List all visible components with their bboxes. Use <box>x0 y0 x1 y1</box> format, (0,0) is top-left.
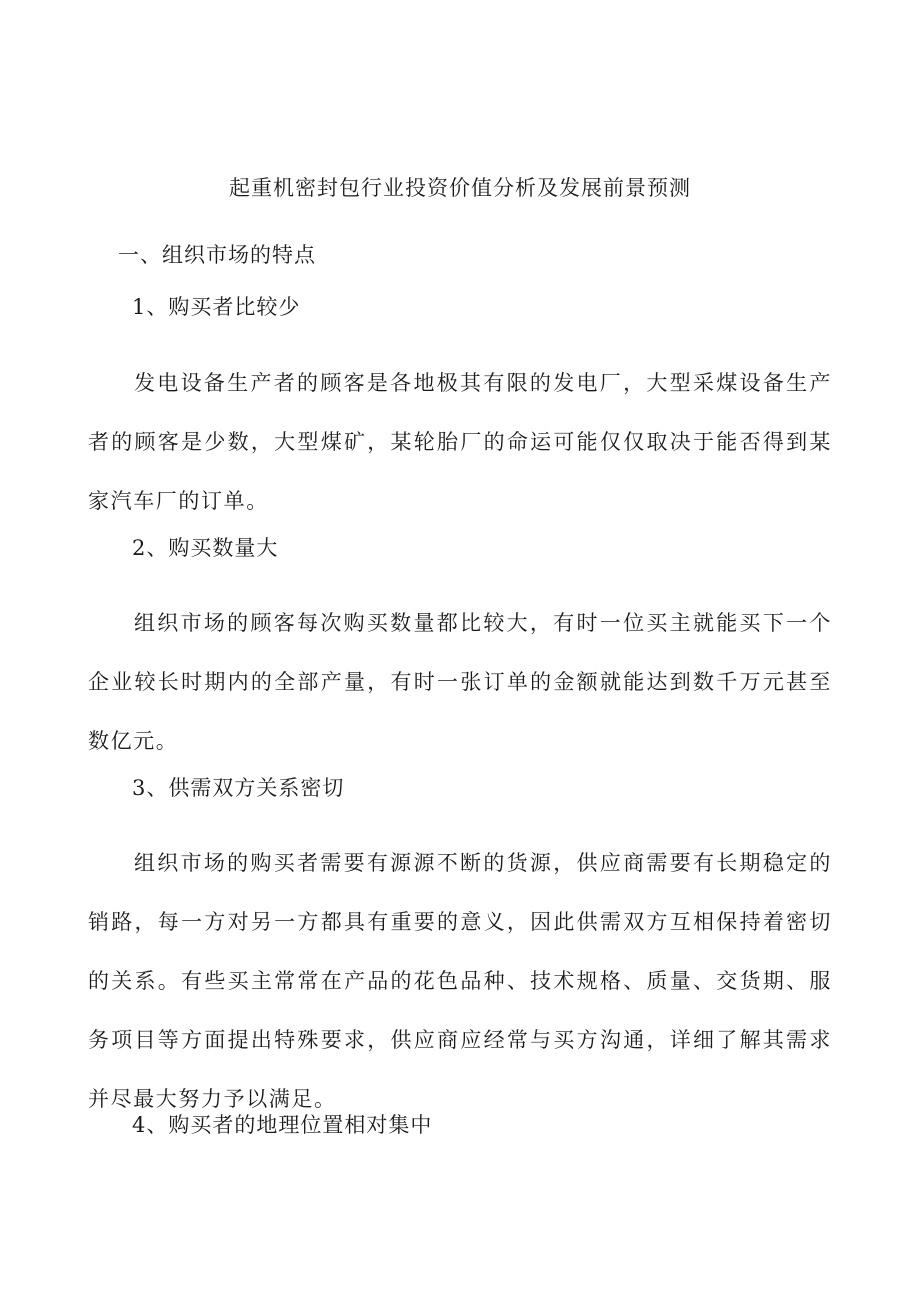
subsection-heading-3: 3、供需双方关系密切 <box>132 776 345 800</box>
subsection-heading-1: 1、购买者比较少 <box>132 295 301 319</box>
paragraph-2: 组织市场的顾客每次购买数量都比较大，有时一位买主就能买下一个企业较长时期内的全部产量，有时一张订单的金额就能达到数千万元甚至数亿元。 <box>88 611 832 753</box>
subsection-heading-4: 4、购买者的地理位置相对集中 <box>132 1113 433 1137</box>
section-heading: 一、组织市场的特点 <box>118 243 316 267</box>
paragraph-1: 发电设备生产者的顾客是各地极其有限的发电厂，大型采煤设备生产者的顾客是少数，大型煤矿，某轮胎厂的命运可能仅仅取决于能否得到某家汽车厂的订单。 <box>88 371 832 513</box>
document-title: 起重机密封包行业投资价值分析及发展前景预测 <box>229 176 691 200</box>
subsection-heading-2: 2、购买数量大 <box>132 536 279 560</box>
paragraph-3: 组织市场的购买者需要有源源不断的货源，供应商需要有长期稳定的销路，每一方对另一方都具有重要的意义，因此供需双方互相保持着密切的关系。有些买主常常在产品的花色品种、技术规格、质量、交货期、服务项目等方面提出特殊要求，供应商应经常与买方沟通，详细了解其需求并尽最大努力予以满足。 <box>88 851 832 1111</box>
